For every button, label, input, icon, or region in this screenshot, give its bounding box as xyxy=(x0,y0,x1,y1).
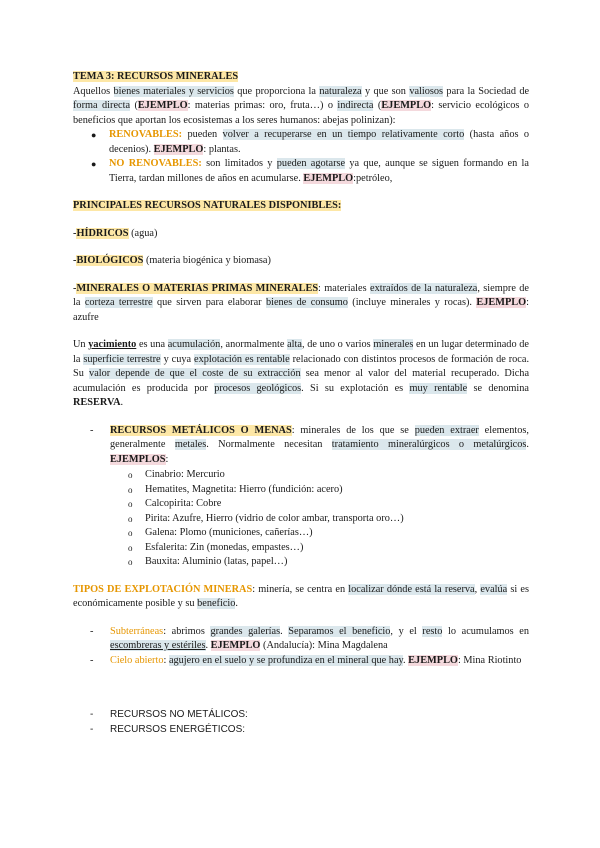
principales-heading: PRINCIPALES RECURSOS NATURALES DISPONIBLES: xyxy=(73,200,342,211)
item-text: , y el xyxy=(390,625,417,637)
circle-bullet-icon: o xyxy=(128,542,133,553)
item-text: . xyxy=(235,598,238,609)
list-item xyxy=(73,654,529,669)
item-highlight: beneficio xyxy=(197,598,236,609)
dash: - xyxy=(90,709,94,720)
cielo-abierto-label: Cielo abierto xyxy=(110,654,164,666)
item-text: . xyxy=(526,439,529,450)
intro-paragraph xyxy=(73,85,529,129)
list-item xyxy=(73,555,529,570)
circle-bullet-icon: o xyxy=(128,470,133,480)
item-text: . xyxy=(205,640,209,651)
dash: - xyxy=(73,255,77,266)
reserva-term: RESERVA xyxy=(73,397,121,408)
list-item xyxy=(73,483,529,498)
item-text: sea menor al valor del material recuperado. Dicha acumulación es producida por xyxy=(73,368,530,394)
item-text: (materia biogénica y biomasa) xyxy=(143,255,271,266)
item-text: (agua) xyxy=(128,227,158,239)
item-highlight: grandes galerías xyxy=(210,625,281,637)
otros-recursos-list xyxy=(73,708,529,737)
item-text: (hasta años o decenios). xyxy=(109,129,529,155)
item-text: . xyxy=(403,654,406,666)
no-metalicos-heading: RECURSOS NO METÁLICOS: xyxy=(110,709,248,720)
list-item xyxy=(73,512,529,527)
metalicos-label: RECURSOS METÁLICOS O MENAS xyxy=(110,424,292,436)
item-text: : minería, se centra en xyxy=(252,583,346,595)
item-text: :petróleo, xyxy=(353,172,393,184)
intro-highlight: valiosos xyxy=(409,85,444,97)
item-text: , de uno o varios xyxy=(301,339,371,350)
section-heading xyxy=(73,199,529,214)
item-highlight: metales xyxy=(174,439,207,450)
example-label: EJEMPLO xyxy=(137,100,188,111)
item-text: es una xyxy=(138,339,166,350)
item-text: : xyxy=(163,654,167,666)
item-text: . Si su explotación es xyxy=(301,382,404,394)
intro-text: Aquellos xyxy=(73,85,111,97)
dash: - xyxy=(90,424,94,436)
example-label: EJEMPLO xyxy=(408,654,458,666)
intro-highlight: bienes materiales y servicios xyxy=(113,85,234,97)
item-text: : materiales xyxy=(318,282,367,294)
list-item xyxy=(73,157,529,186)
item-highlight: bienes de consumo xyxy=(265,297,348,308)
item-text: . xyxy=(120,397,124,408)
list-item xyxy=(73,723,529,738)
item-highlight: escombreras y estériles xyxy=(110,640,206,651)
intro-text: ( xyxy=(377,100,382,111)
item-text: (Andalucía): Mina Magdalena xyxy=(263,640,388,651)
example-label: EJEMPLO xyxy=(210,640,261,651)
bullet-icon: ● xyxy=(91,130,97,140)
item-highlight: corteza terrestre xyxy=(84,297,153,308)
hidricos-line xyxy=(73,227,529,242)
mineral-example: Pirita: Azufre, Hierro (vidrio de color ambar, transporta oro…) xyxy=(145,512,404,524)
circle-bullet-icon: o xyxy=(128,499,133,509)
item-highlight: volver a recuperarse en un tiempo relativamente corto xyxy=(222,129,465,140)
item-highlight: explotación es rentable xyxy=(194,353,290,365)
mineral-examples-list xyxy=(73,468,529,570)
bullet-icon: ● xyxy=(91,159,97,169)
minerales-label: MINERALES O MATERIAS PRIMAS MINERALES xyxy=(76,282,319,294)
intro-text: ( xyxy=(134,100,138,111)
list-item xyxy=(73,468,529,483)
list-item xyxy=(73,625,529,654)
list-item xyxy=(73,708,529,723)
mineral-example: Cinabrio: Mercurio xyxy=(145,469,225,480)
tipos-label: TIPOS DE EXPLOTACIÓN MINERAS xyxy=(73,583,253,595)
intro-text: : servicio ecológicos o beneficios que aportan los ecosistemas a los seres humanos: abejas polinizan): xyxy=(73,100,529,126)
minerales-paragraph xyxy=(73,282,529,326)
item-text: lo acumulamos en xyxy=(448,625,530,637)
resource-types-list xyxy=(73,128,529,186)
circle-bullet-icon: o xyxy=(128,513,133,524)
item-text: se denomina xyxy=(473,382,529,394)
item-highlight: alta xyxy=(287,339,302,350)
yacimiento-paragraph xyxy=(73,338,529,411)
item-text: y cuya xyxy=(163,353,192,365)
item-text: en un lugar determinado de la xyxy=(73,339,529,365)
item-highlight: pueden extraer xyxy=(414,424,479,436)
dash: - xyxy=(90,625,94,637)
item-text: : Mina Riotinto xyxy=(457,654,522,666)
intro-highlight: forma directa xyxy=(73,100,131,111)
biologicos-line xyxy=(73,254,529,269)
intro-text: : materias primas: oro, fruta…) o xyxy=(187,100,333,111)
mineral-example: Esfalerita: Zin (monedas, empastes…) xyxy=(145,541,304,553)
item-highlight: muy rentable xyxy=(409,382,468,394)
list-item xyxy=(73,541,529,556)
example-label: EJEMPLO xyxy=(153,143,204,155)
intro-text: para la Sociedad de xyxy=(446,85,530,97)
yacimiento-term: yacimiento xyxy=(88,339,137,350)
list-item xyxy=(73,497,529,512)
subterraneas-label: Subterráneas xyxy=(110,625,164,637)
item-highlight: agujero en el suelo y se profundiza en el mineral que hay xyxy=(168,654,404,666)
item-text: relacionado con distintos procesos de formación de roca. Su xyxy=(73,353,530,379)
item-text: (incluye minerales y rocas). xyxy=(352,297,472,308)
item-text: , xyxy=(474,583,478,595)
circle-bullet-icon: o xyxy=(128,484,133,495)
item-highlight: valor depende de que el coste de su extracción xyxy=(89,368,301,379)
metalicos-list xyxy=(73,424,529,468)
item-text: que sirven para elaborar xyxy=(157,297,262,308)
item-highlight: evalúa xyxy=(480,583,508,595)
page-title xyxy=(73,70,529,85)
item-highlight: localizar dónde está la reserva xyxy=(348,583,475,595)
item-highlight: superficie terrestre xyxy=(83,353,161,365)
renewable-label: RENOVABLES: xyxy=(109,129,183,140)
intro-highlight: indirecta xyxy=(337,100,374,111)
mineral-example: Calcopirita: Cobre xyxy=(145,498,222,509)
dash: - xyxy=(90,723,94,735)
hidricos-label: HÍDRICOS xyxy=(76,227,129,239)
mineral-example: Hematites, Magnetita: Hierro (fundición: acero) xyxy=(145,483,343,495)
item-text: : xyxy=(165,453,169,465)
item-text: : minerales de los que se xyxy=(291,424,409,436)
item-text: : plantas. xyxy=(203,143,241,155)
dash: - xyxy=(73,282,77,294)
circle-bullet-icon: o xyxy=(128,557,133,567)
item-text: : azufre xyxy=(73,297,530,323)
list-item xyxy=(73,424,529,468)
item-text: si es económicamente posible y su xyxy=(73,583,529,609)
example-label: EJEMPLO xyxy=(476,297,527,308)
item-text: . Normalmente necesitan xyxy=(206,439,323,450)
item-text: . xyxy=(280,625,283,637)
item-highlight: pueden agotarse xyxy=(276,158,346,169)
document-page xyxy=(73,70,529,737)
energeticos-heading: RECURSOS ENERGÉTICOS: xyxy=(110,723,246,735)
example-label: EJEMPLOS xyxy=(110,453,166,465)
title-text: TEMA 3: RECURSOS MINERALES xyxy=(73,71,239,82)
tipos-paragraph xyxy=(73,583,529,612)
example-label: EJEMPLO xyxy=(381,100,432,111)
item-text: , anormalmente xyxy=(220,339,285,350)
item-highlight: extraídos de la naturaleza xyxy=(370,282,478,294)
biologicos-label: BIOLÓGICOS xyxy=(76,255,144,266)
dash: - xyxy=(73,227,77,239)
intro-highlight: naturaleza xyxy=(319,85,362,97)
item-text: son limitados y xyxy=(206,158,273,169)
intro-text: que proporciona la xyxy=(237,85,316,97)
item-highlight: tratamiento mineralúrgicos o metalúrgicos xyxy=(331,439,527,450)
item-highlight: procesos geológicos xyxy=(214,382,302,394)
circle-bullet-icon: o xyxy=(128,528,133,538)
item-highlight: minerales xyxy=(373,339,414,350)
mineral-example: Bauxita: Aluminio (latas, papel…) xyxy=(145,556,288,567)
example-label: EJEMPLO xyxy=(303,172,354,184)
intro-text: y que son xyxy=(364,85,406,97)
item-text: pueden xyxy=(187,129,218,140)
item-text: : abrimos xyxy=(163,625,205,637)
item-text: , siempre de la xyxy=(73,282,529,308)
explotacion-list xyxy=(73,625,529,669)
item-text: ya que, aunque se siguen formando en la Tierra, tardan millones de años en acumularse. xyxy=(109,158,529,184)
item-highlight: Separamos el beneficio xyxy=(288,625,391,637)
item-text: Un xyxy=(73,339,86,350)
item-highlight: resto xyxy=(422,625,443,637)
list-item xyxy=(73,526,529,541)
list-item xyxy=(73,128,529,157)
dash: - xyxy=(90,654,94,666)
non-renewable-label: NO RENOVABLES: xyxy=(109,158,202,169)
item-text: elementos, generalmente xyxy=(110,424,529,450)
mineral-example: Galena: Plomo (municiones, cañerías…) xyxy=(145,527,313,538)
item-highlight: acumulación xyxy=(167,339,221,350)
